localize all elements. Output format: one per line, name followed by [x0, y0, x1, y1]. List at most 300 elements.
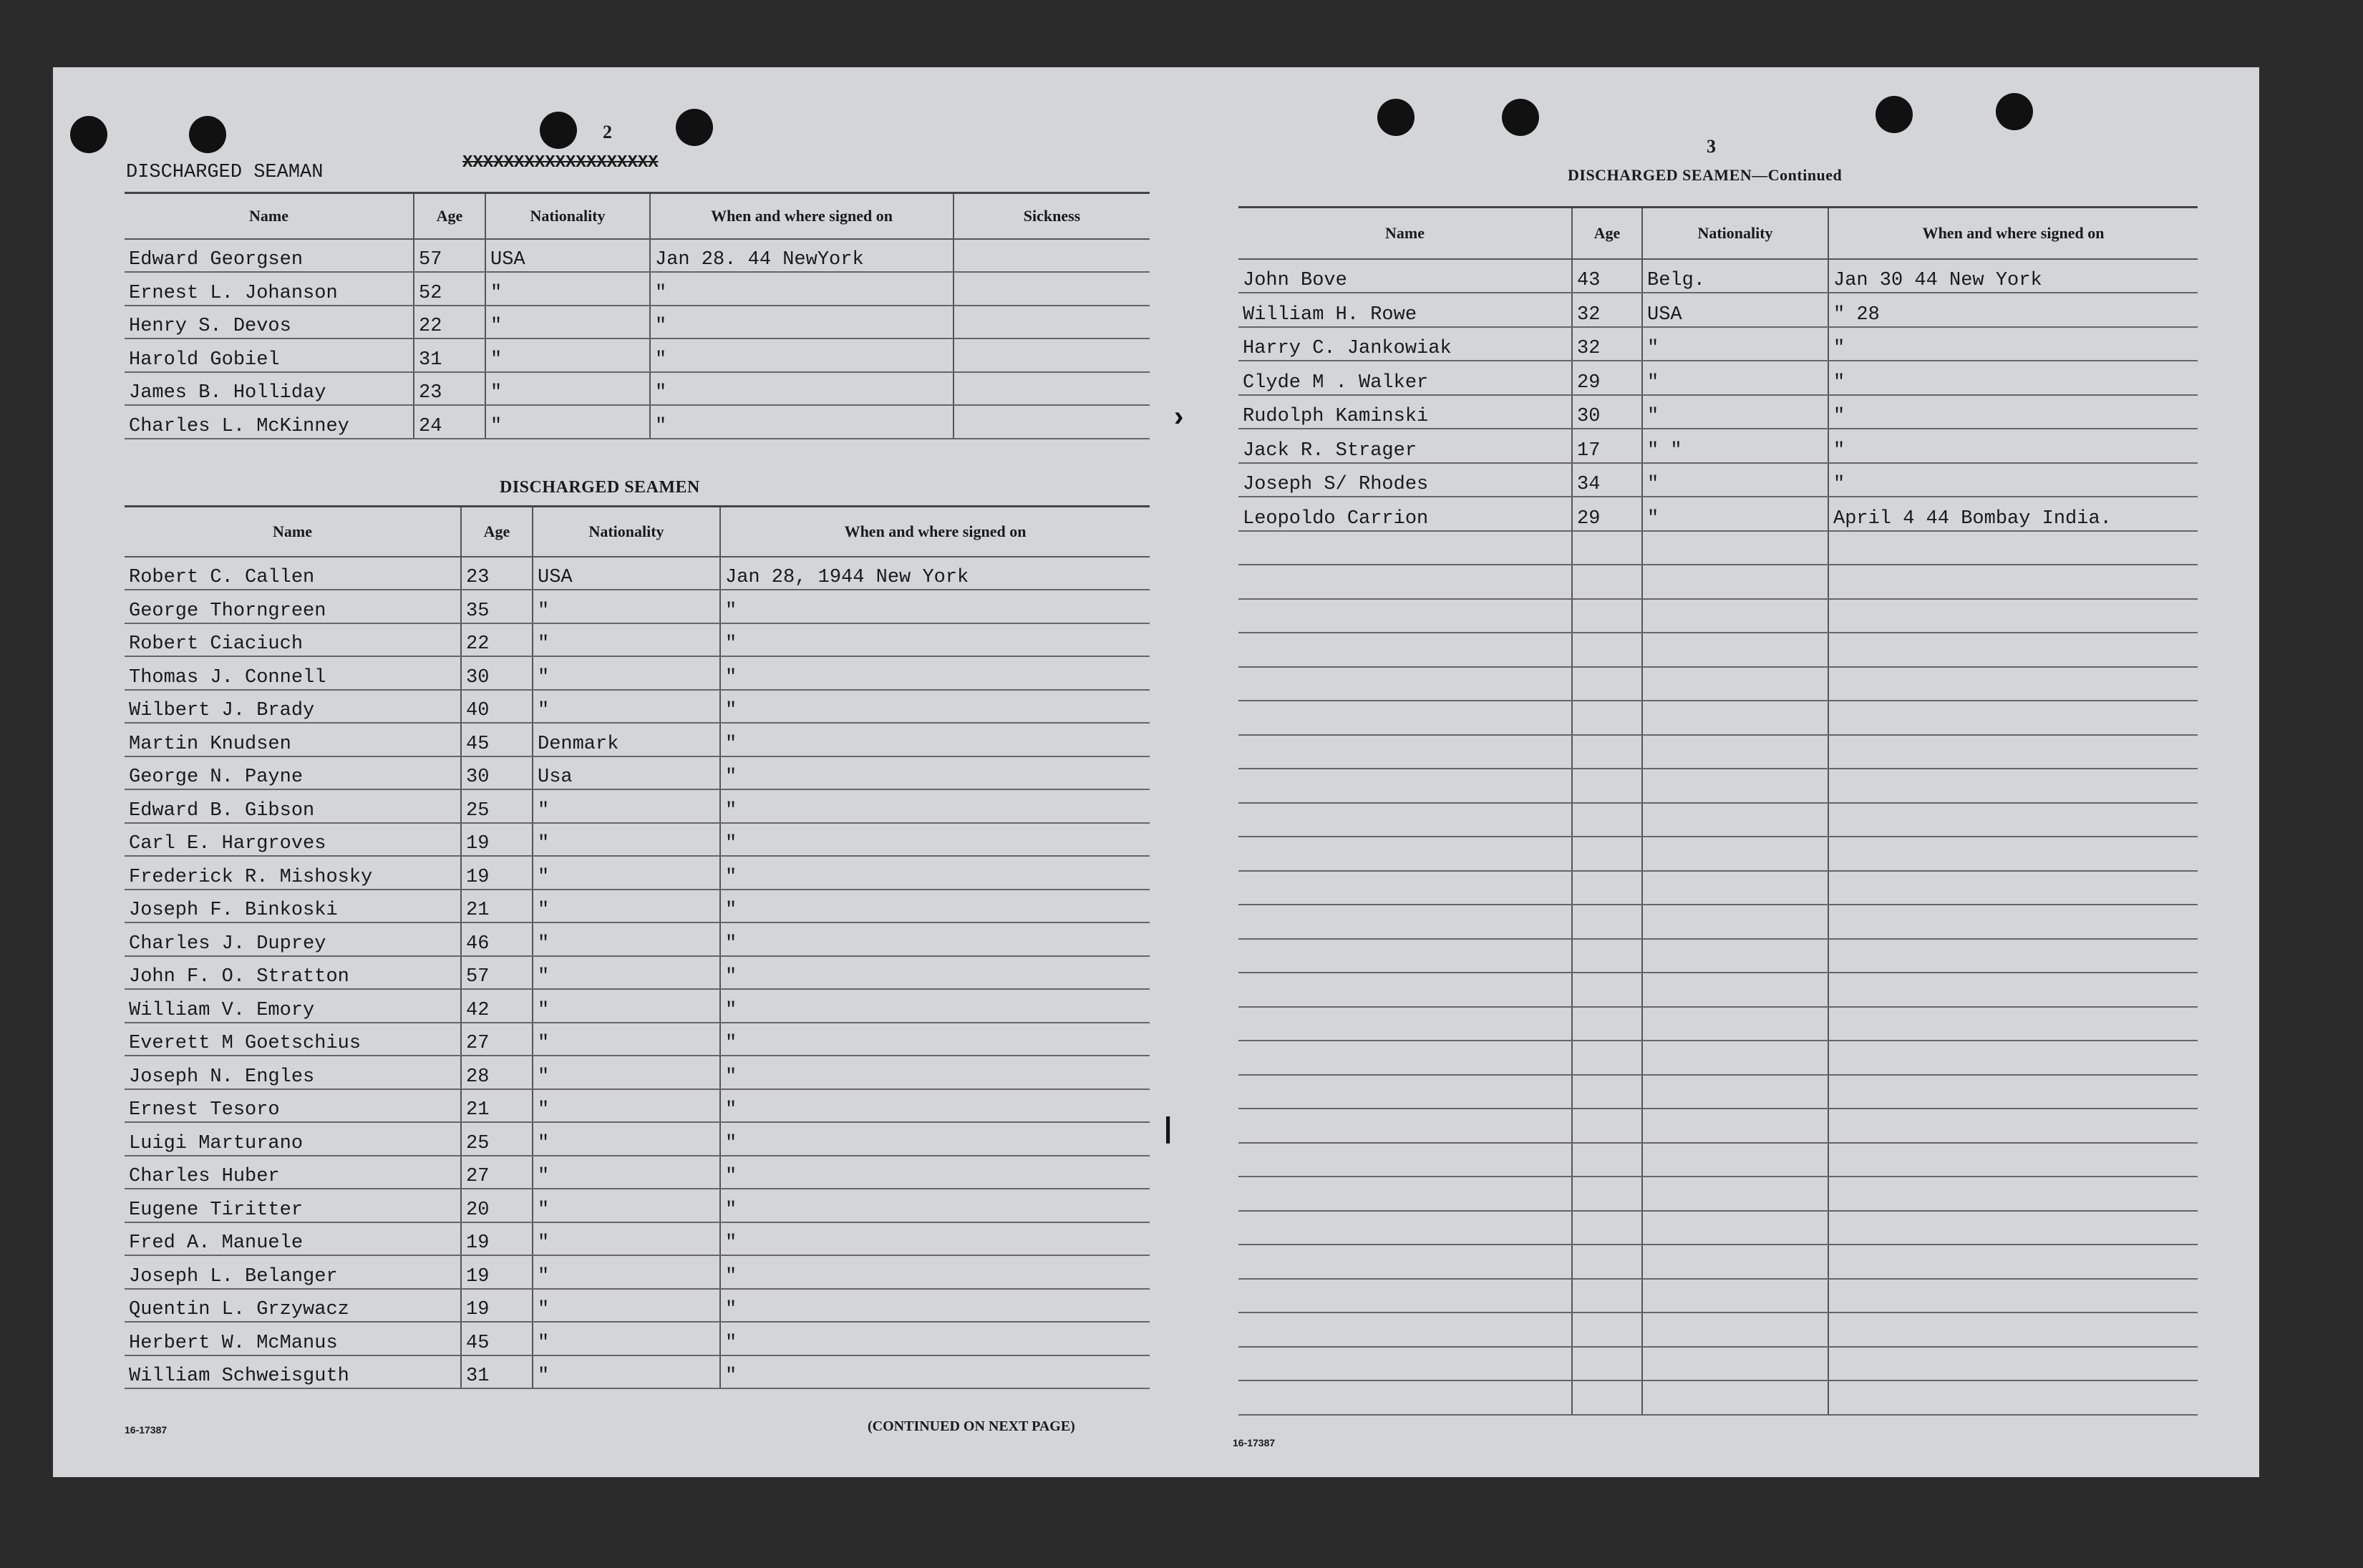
blank-row: [1238, 1177, 2198, 1211]
age-cell: [1572, 1075, 1642, 1109]
age-cell: 46: [461, 922, 533, 956]
signed-on-cell: ": [720, 1122, 1150, 1156]
nationality-cell: ": [485, 339, 650, 372]
name-cell: Henry S. Devos: [125, 306, 414, 339]
nationality-cell: ": [485, 306, 650, 339]
blank-row: [1238, 769, 2198, 803]
nationality-cell: ": [1642, 361, 1828, 395]
nationality-cell: USA: [1642, 293, 1828, 327]
table-row: [125, 922, 1150, 956]
age-cell: [1572, 1313, 1642, 1347]
name-cell: [1238, 973, 1572, 1007]
nationality-cell: [1642, 1041, 1828, 1075]
nationality-cell: ": [533, 989, 720, 1023]
signed-on-cell: ": [720, 590, 1150, 623]
age-cell: 20: [461, 1189, 533, 1222]
name-cell: Harold Gobiel: [125, 339, 414, 372]
nationality-cell: [1642, 905, 1828, 939]
name-cell: [1238, 1007, 1572, 1041]
signed-on-cell: ": [720, 956, 1150, 990]
table-row: [125, 1255, 1150, 1289]
signed-on-cell: ": [650, 372, 954, 406]
name-cell: Robert C. Callen: [125, 557, 461, 590]
signed-on-cell: ": [720, 789, 1150, 823]
nationality-cell: [1642, 1380, 1828, 1415]
signed-on-cell: [1828, 1211, 2198, 1245]
signed-on-cell: [1828, 973, 2198, 1007]
signed-on-cell: ": [720, 1355, 1150, 1389]
name-cell: Ernest Tesoro: [125, 1089, 461, 1123]
blank-row: [1238, 1041, 2198, 1075]
nationality-cell: ": [533, 1222, 720, 1256]
table-row: [125, 823, 1150, 857]
name-cell: Eugene Tiritter: [125, 1189, 461, 1222]
age-cell: [1572, 1380, 1642, 1415]
signed-on-cell: April 4 44 Bombay India.: [1828, 497, 2198, 531]
age-cell: [1572, 599, 1642, 633]
header-nationality: Nationality: [485, 193, 650, 239]
nationality-cell: [1642, 1313, 1828, 1347]
nationality-cell: ": [533, 1056, 720, 1089]
name-cell: [1238, 1109, 1572, 1143]
name-cell: Joseph S/ Rhodes: [1238, 463, 1572, 497]
signed-on-cell: ": [720, 922, 1150, 956]
blank-row: [1238, 531, 2198, 565]
blank-row: [1238, 565, 2198, 599]
age-cell: 19: [461, 1255, 533, 1289]
age-cell: [1572, 973, 1642, 1007]
signed-on-cell: ": [1828, 361, 2198, 395]
name-cell: Quentin L. Grzywacz: [125, 1289, 461, 1323]
name-cell: Charles L. McKinney: [125, 405, 414, 439]
blank-row: [1238, 1211, 2198, 1245]
age-cell: 25: [461, 789, 533, 823]
discharged-seaman-table: [125, 192, 1150, 439]
nationality-cell: ": [1642, 497, 1828, 531]
name-cell: [1238, 1211, 1572, 1245]
sickness-cell: [954, 239, 1150, 273]
signed-on-cell: [1828, 701, 2198, 735]
age-cell: [1572, 633, 1642, 667]
nationality-cell: ": [533, 656, 720, 690]
punch-hole: [189, 116, 226, 153]
name-cell: James B. Holliday: [125, 372, 414, 406]
name-cell: Edward Georgsen: [125, 239, 414, 273]
nationality-cell: [1642, 1211, 1828, 1245]
blank-row: [1238, 1279, 2198, 1313]
name-cell: [1238, 667, 1572, 701]
name-cell: [1238, 939, 1572, 973]
table-row: [1238, 361, 2198, 395]
signed-on-cell: [1828, 667, 2198, 701]
table-row: [125, 339, 1150, 372]
nationality-cell: ": [533, 1189, 720, 1222]
signed-on-cell: ": [720, 890, 1150, 923]
signed-on-cell: ": [720, 1255, 1150, 1289]
signed-on-cell: ": [720, 1023, 1150, 1056]
blank-row: [1238, 599, 2198, 633]
sickness-cell: [954, 339, 1150, 372]
blank-row: [1238, 1075, 2198, 1109]
signed-on-cell: [1828, 939, 2198, 973]
nationality-cell: [1642, 769, 1828, 803]
blank-row: [1238, 1347, 2198, 1381]
age-cell: [1572, 837, 1642, 871]
header-signed-on: When and where signed on: [720, 507, 1150, 557]
name-cell: [1238, 1347, 1572, 1381]
signed-on-cell: [1828, 565, 2198, 599]
age-cell: [1572, 1177, 1642, 1211]
signed-on-cell: [1828, 1313, 2198, 1347]
nationality-cell: [1642, 599, 1828, 633]
signed-on-cell: [1828, 769, 2198, 803]
name-cell: Harry C. Jankowiak: [1238, 327, 1572, 361]
nationality-cell: ": [533, 922, 720, 956]
age-cell: 17: [1572, 429, 1642, 463]
nationality-cell: ": [533, 690, 720, 724]
blank-row: [1238, 735, 2198, 769]
name-cell: [1238, 837, 1572, 871]
name-cell: [1238, 633, 1572, 667]
name-cell: Thomas J. Connell: [125, 656, 461, 690]
header-sickness: Sickness: [954, 193, 1150, 239]
signed-on-cell: ": [720, 723, 1150, 756]
nationality-cell: [1642, 1075, 1828, 1109]
name-cell: Martin Knudsen: [125, 723, 461, 756]
name-cell: [1238, 803, 1572, 837]
name-cell: John Bove: [1238, 259, 1572, 293]
age-cell: 45: [461, 723, 533, 756]
age-cell: [1572, 1109, 1642, 1143]
blank-row: [1238, 667, 2198, 701]
name-cell: [1238, 735, 1572, 769]
signed-on-cell: [1828, 1007, 2198, 1041]
age-cell: [1572, 565, 1642, 599]
name-cell: [1238, 1177, 1572, 1211]
signed-on-cell: " 28: [1828, 293, 2198, 327]
name-cell: [1238, 1075, 1572, 1109]
age-cell: 32: [1572, 293, 1642, 327]
nationality-cell: ": [533, 856, 720, 890]
header-signed-on: When and where signed on: [1828, 208, 2198, 259]
signed-on-cell: [1828, 1143, 2198, 1177]
name-cell: Carl E. Hargroves: [125, 823, 461, 857]
nationality-cell: ": [533, 1089, 720, 1123]
header-age: Age: [1572, 208, 1642, 259]
header-name: Name: [125, 507, 461, 557]
name-cell: George N. Payne: [125, 756, 461, 790]
nationality-cell: USA: [485, 239, 650, 273]
table-row: [125, 723, 1150, 756]
nationality-cell: ": [533, 1122, 720, 1156]
name-cell: John F. O. Stratton: [125, 956, 461, 990]
age-cell: 22: [461, 623, 533, 657]
nationality-cell: ": [533, 1289, 720, 1323]
nationality-cell: USA: [533, 557, 720, 590]
age-cell: 24: [414, 405, 485, 439]
age-cell: 30: [461, 756, 533, 790]
table-row: [1238, 429, 2198, 463]
age-cell: 35: [461, 590, 533, 623]
signed-on-cell: [1828, 531, 2198, 565]
blank-row: [1238, 871, 2198, 905]
signed-on-cell: ": [1828, 395, 2198, 429]
discharged-seamen-continued-table: [1238, 206, 2198, 1416]
blank-row: [1238, 1143, 2198, 1177]
table-row: [125, 557, 1150, 590]
form-number: 16-17387: [1233, 1437, 1276, 1448]
signed-on-cell: ": [720, 756, 1150, 790]
signed-on-cell: ": [650, 405, 954, 439]
name-cell: William V. Emory: [125, 989, 461, 1023]
nationality-cell: Usa: [533, 756, 720, 790]
age-cell: 57: [461, 956, 533, 990]
sickness-cell: [954, 372, 1150, 406]
table-row: [125, 239, 1150, 273]
table-row: [125, 1189, 1150, 1222]
table-row: [125, 623, 1150, 657]
discharged-seamen-table: [125, 505, 1150, 1389]
age-cell: 29: [1572, 361, 1642, 395]
table-row: [125, 856, 1150, 890]
continued-note: (CONTINUED ON NEXT PAGE): [868, 1418, 1075, 1434]
punch-hole: [1377, 99, 1415, 136]
blank-row: [1238, 633, 2198, 667]
nationality-cell: ": [533, 789, 720, 823]
age-cell: 42: [461, 989, 533, 1023]
age-cell: 23: [461, 557, 533, 590]
table-row: [125, 405, 1150, 439]
name-cell: Charles J. Duprey: [125, 922, 461, 956]
name-cell: Joseph N. Engles: [125, 1056, 461, 1089]
nationality-cell: [1642, 735, 1828, 769]
signed-on-cell: [1828, 1041, 2198, 1075]
name-cell: William Schweisguth: [125, 1355, 461, 1389]
signed-on-cell: ": [720, 1189, 1150, 1222]
age-cell: [1572, 531, 1642, 565]
age-cell: [1572, 803, 1642, 837]
signed-on-cell: [1828, 905, 2198, 939]
nationality-cell: ": [533, 890, 720, 923]
signed-on-cell: ": [720, 1289, 1150, 1323]
blank-row: [1238, 973, 2198, 1007]
nationality-cell: [1642, 531, 1828, 565]
name-cell: [1238, 701, 1572, 735]
nationality-cell: ": [533, 1255, 720, 1289]
punch-hole: [1502, 99, 1539, 136]
table-row: [125, 756, 1150, 790]
signed-on-cell: [1828, 1380, 2198, 1415]
age-cell: [1572, 1245, 1642, 1279]
sickness-cell: [954, 272, 1150, 306]
age-cell: [1572, 735, 1642, 769]
binding-mark: |: [1164, 1112, 1173, 1144]
nationality-cell: ": [1642, 395, 1828, 429]
nationality-cell: [1642, 973, 1828, 1007]
punch-hole: [70, 116, 107, 153]
nationality-cell: ": [533, 1023, 720, 1056]
nationality-cell: ": [533, 956, 720, 990]
signed-on-cell: ": [650, 339, 954, 372]
age-cell: [1572, 1347, 1642, 1381]
age-cell: 43: [1572, 259, 1642, 293]
punch-hole: [1876, 96, 1913, 133]
age-cell: [1572, 769, 1642, 803]
name-cell: Joseph L. Belanger: [125, 1255, 461, 1289]
header-nationality: Nationality: [1642, 208, 1828, 259]
nationality-cell: [1642, 1347, 1828, 1381]
nationality-cell: ": [533, 823, 720, 857]
signed-on-cell: ": [720, 1156, 1150, 1189]
age-cell: [1572, 1007, 1642, 1041]
name-cell: [1238, 1313, 1572, 1347]
age-cell: [1572, 905, 1642, 939]
name-cell: [1238, 1380, 1572, 1415]
sickness-cell: [954, 405, 1150, 439]
signed-on-cell: Jan 30 44 New York: [1828, 259, 2198, 293]
blank-row: [1238, 905, 2198, 939]
name-cell: [1238, 1143, 1572, 1177]
header-nationality: Nationality: [533, 507, 720, 557]
age-cell: 40: [461, 690, 533, 724]
signed-on-cell: ": [1828, 327, 2198, 361]
nationality-cell: " ": [1642, 429, 1828, 463]
section-title: DISCHARGED SEAMEN: [500, 478, 700, 497]
table-row: [125, 590, 1150, 623]
table-row: [125, 1156, 1150, 1189]
signed-on-cell: [1828, 633, 2198, 667]
nationality-cell: [1642, 1177, 1828, 1211]
signed-on-cell: [1828, 1075, 2198, 1109]
age-cell: [1572, 1143, 1642, 1177]
section-title: DISCHARGED SEAMEN—Continued: [1568, 166, 1843, 184]
table-row: [125, 956, 1150, 990]
nationality-cell: [1642, 1245, 1828, 1279]
age-cell: 19: [461, 823, 533, 857]
name-cell: George Thorngreen: [125, 590, 461, 623]
age-cell: 27: [461, 1156, 533, 1189]
name-cell: Rudolph Kaminski: [1238, 395, 1572, 429]
age-cell: [1572, 701, 1642, 735]
table-row: [125, 656, 1150, 690]
name-cell: [1238, 599, 1572, 633]
nationality-cell: [1642, 565, 1828, 599]
signed-on-cell: [1828, 735, 2198, 769]
punch-hole: [676, 109, 713, 146]
name-cell: [1238, 769, 1572, 803]
name-cell: William H. Rowe: [1238, 293, 1572, 327]
signed-on-cell: [1828, 1177, 2198, 1211]
age-cell: 31: [414, 339, 485, 372]
nationality-cell: ": [1642, 463, 1828, 497]
blank-row: [1238, 1245, 2198, 1279]
age-cell: 28: [461, 1056, 533, 1089]
header-signed-on: When and where signed on: [650, 193, 954, 239]
age-cell: [1572, 667, 1642, 701]
table-row: [125, 989, 1150, 1023]
age-cell: 21: [461, 1089, 533, 1123]
age-cell: 19: [461, 856, 533, 890]
name-cell: Joseph F. Binkoski: [125, 890, 461, 923]
nationality-cell: [1642, 939, 1828, 973]
signed-on-cell: ": [1828, 463, 2198, 497]
nationality-cell: [1642, 837, 1828, 871]
blank-row: [1238, 1007, 2198, 1041]
signed-on-cell: [1828, 1245, 2198, 1279]
signed-on-cell: [1828, 1347, 2198, 1381]
blank-row: [1238, 837, 2198, 871]
table-row: [125, 1089, 1150, 1123]
name-cell: [1238, 905, 1572, 939]
age-cell: 27: [461, 1023, 533, 1056]
header-name: Name: [1238, 208, 1572, 259]
table-row: [1238, 259, 2198, 293]
table-row: [1238, 463, 2198, 497]
age-cell: 34: [1572, 463, 1642, 497]
name-cell: Charles Huber: [125, 1156, 461, 1189]
table-row: [125, 1355, 1150, 1389]
age-cell: 31: [461, 1355, 533, 1389]
nationality-cell: [1642, 1109, 1828, 1143]
table-row: [125, 1023, 1150, 1056]
age-cell: 52: [414, 272, 485, 306]
age-cell: 29: [1572, 497, 1642, 531]
blank-row: [1238, 1109, 2198, 1143]
nationality-cell: [1642, 1007, 1828, 1041]
nationality-cell: [1642, 1279, 1828, 1313]
table-row: [1238, 327, 2198, 361]
table-row: [125, 690, 1150, 724]
blank-row: [1238, 803, 2198, 837]
blank-row: [1238, 701, 2198, 735]
table-row: [125, 1289, 1150, 1323]
age-cell: [1572, 1211, 1642, 1245]
name-cell: Fred A. Manuele: [125, 1222, 461, 1256]
nationality-cell: ": [1642, 327, 1828, 361]
nationality-cell: [1642, 701, 1828, 735]
name-cell: Frederick R. Mishosky: [125, 856, 461, 890]
signed-on-cell: ": [650, 306, 954, 339]
table-row: [125, 1322, 1150, 1355]
nationality-cell: [1642, 803, 1828, 837]
name-cell: Jack R. Strager: [1238, 429, 1572, 463]
age-cell: 30: [461, 656, 533, 690]
table-row: [1238, 395, 2198, 429]
age-cell: 45: [461, 1322, 533, 1355]
nationality-cell: [1642, 667, 1828, 701]
struck-out-heading: XXXXXXXXXXXXXXXXXXX: [462, 153, 659, 172]
signed-on-cell: ": [720, 856, 1150, 890]
table-row: [125, 306, 1150, 339]
nationality-cell: [1642, 871, 1828, 905]
signed-on-cell: ": [720, 690, 1150, 724]
nationality-cell: ": [485, 272, 650, 306]
nationality-cell: ": [533, 590, 720, 623]
punch-hole: [540, 112, 577, 149]
nationality-cell: Denmark: [533, 723, 720, 756]
age-cell: 21: [461, 890, 533, 923]
age-cell: [1572, 871, 1642, 905]
signed-on-cell: ": [720, 989, 1150, 1023]
nationality-cell: [1642, 1143, 1828, 1177]
nationality-cell: ": [533, 1322, 720, 1355]
age-cell: 19: [461, 1289, 533, 1323]
age-cell: 22: [414, 306, 485, 339]
signed-on-cell: ": [720, 623, 1150, 657]
sickness-cell: [954, 306, 1150, 339]
table-row: [1238, 293, 2198, 327]
signed-on-cell: ": [720, 1322, 1150, 1355]
